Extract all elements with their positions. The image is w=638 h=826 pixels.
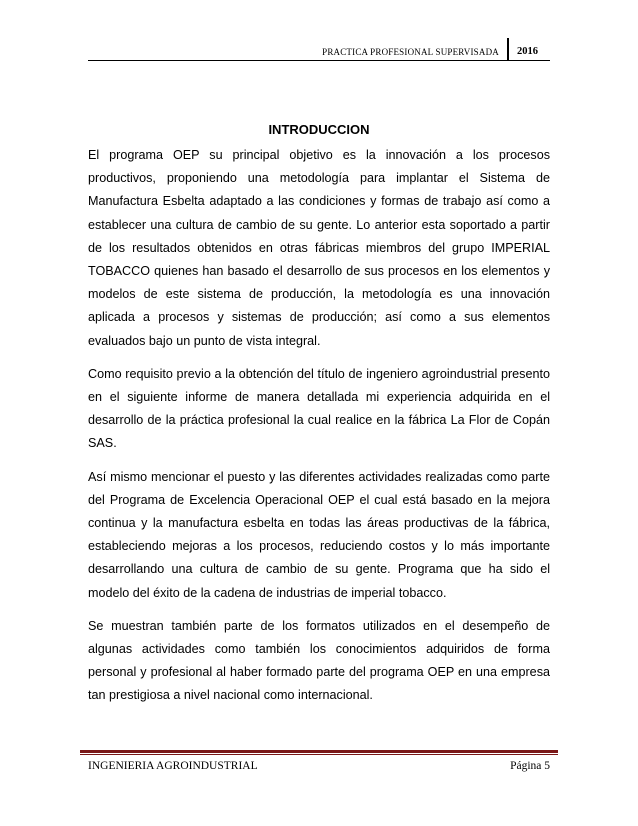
paragraph: Como requisito previo a la obtención del título de ingeniero agroindustrial presento en el siguiente informe de manera detallada mi experiencia adquirida en el desarrollo de la práctica profesional la cual realice en la fábrica La Flor de Copán SAS.: [88, 366, 550, 451]
footer-department: INGENIERIA AGROINDUSTRIAL: [88, 760, 258, 772]
page-number: Página 5: [510, 760, 550, 772]
section-heading: INTRODUCCION: [268, 122, 370, 137]
paragraph: Se muestran también parte de los formatos utilizados en el desempeño de algunas actividades como también los conocimientos adquiridos de forma personal y profesional al haber formado parte del programa OEP en una empresa tan prestigiosa a nivel nacional como internacional.: [88, 618, 550, 703]
footer-rule-thin: [80, 754, 558, 755]
page-footer: [88, 760, 550, 772]
header-year: 2016: [517, 46, 538, 57]
page-header: [322, 38, 538, 60]
document-body: [88, 122, 550, 718]
footer-rule-thick: [80, 750, 558, 753]
header-title: PRACTICA PROFESIONAL SUPERVISADA: [322, 47, 499, 57]
header-rule: [88, 60, 550, 61]
paragraph: El programa OEP su principal objetivo es la innovación a los procesos productivos, proponiendo una metodología para implantar el Sistema de Manufactura Esbelta adaptado a las condiciones y formas de trabajo así como a establecer una cultura de cambio de su gente. Lo anterior esta soportado a partir de los resultados obtenidos en otras fábricas miembros del grupo IMPERIAL TOBACCO quienes han basado el desarrollo de sus procesos en los elementos y modelos de este sistema de producción, la metodología es una innovación aplicada a procesos y sistemas de producción; así como a sus elementos evaluados bajo un punto de vista integral.: [88, 148, 550, 348]
paragraph: Así mismo mencionar el puesto y las diferentes actividades realizadas como parte del Programa de Excelencia Operacional OEP el cual está basado en la mejora continua y la manufactura esbelta en todas las áreas productivas de la fábrica, estableciendo mejoras a los procesos, reduciendo costos y lo más importante desarrollando una cultura de cambio de su gente. Programa que ha sido el modelo del éxito de la cadena de industrias de imperial tobacco.: [88, 469, 550, 600]
